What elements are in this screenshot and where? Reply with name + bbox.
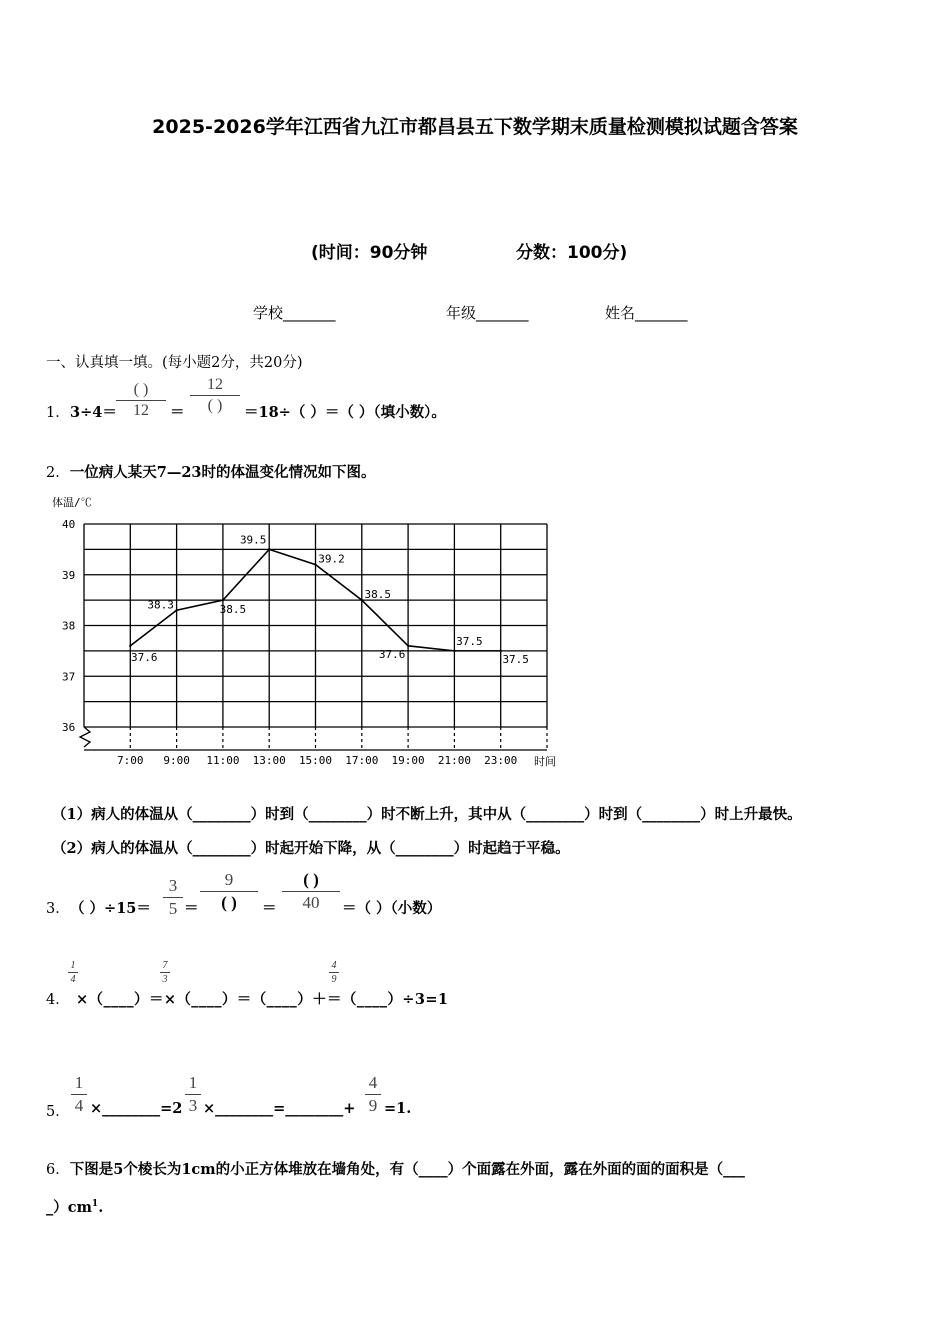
data-point: [361, 599, 363, 601]
y-tick-label: 38: [62, 619, 76, 633]
x-axis-label: 时间: [534, 755, 556, 768]
q5-part-2: ×________=________+: [203, 1100, 356, 1117]
q1-fraction-1: ( ) 12: [116, 381, 166, 420]
x-tick-label: 11:00: [206, 754, 240, 767]
y-tick-label: 39: [62, 568, 76, 582]
x-tick-label: 9:00: [163, 754, 190, 767]
x-tick-label: 7:00: [117, 754, 144, 767]
data-label: 38.3: [147, 598, 174, 612]
q3-fraction-1: 3 5: [163, 876, 183, 919]
data-point: [453, 650, 455, 652]
x-tick-label: 19:00: [391, 754, 425, 767]
q5-fraction-1: 1 4: [71, 1073, 87, 1116]
q5-part-1: ×________=2: [90, 1100, 183, 1117]
question-number: 2．: [46, 465, 70, 481]
question-number: 6．: [46, 1162, 70, 1178]
q3-fraction-3: ( ) 40: [282, 870, 340, 913]
q2-sub1: （1）病人的体温从（________）时到（________）时不断上升，其中从（________）时到（________）时上升最快。: [52, 806, 802, 823]
data-label: 39.2: [318, 552, 345, 566]
equals-sign: ＝: [184, 900, 199, 917]
q4-fraction-1: 1 4: [68, 960, 78, 985]
q4-text: ×（____）＝×（____）＝（____）＋＝（____）÷3=1: [76, 991, 449, 1008]
data-point: [268, 548, 270, 550]
page-title: 2025-2026学年江西省九江市都昌县五下数学期末质量检测模拟试题含答案: [152, 116, 798, 138]
q6-line-2: [46, 1196, 103, 1217]
question-number: 1．: [46, 405, 70, 421]
data-label: 37.5: [502, 652, 529, 666]
question-number: 5．: [46, 1104, 70, 1120]
data-label: 37.5: [456, 634, 483, 648]
q2-sub2: （2）病人的体温从（________）时起开始下降，从（________）时起趋于平稳。: [52, 840, 570, 857]
grade-field: 年级_______: [446, 304, 529, 322]
question-2: [46, 461, 376, 482]
q1-fraction-2: 12 ( ): [190, 376, 240, 415]
q1-start: 3÷4＝: [70, 404, 117, 421]
q5-fraction-2: 1 3: [185, 1073, 201, 1116]
q3-start: （ ）÷15＝: [70, 900, 151, 917]
temperature-chart: [44, 492, 574, 777]
y-tick-labels: [62, 518, 75, 734]
question-number: 4．: [46, 992, 70, 1008]
q6-line-1: [46, 1158, 745, 1179]
y-axis-label: 体温/℃: [52, 496, 92, 509]
section-heading: 一、认真填一填。(每小题2分，共20分): [46, 355, 303, 371]
q4-fraction-2: 7 3: [160, 960, 170, 985]
y-tick-label: 36: [62, 721, 76, 734]
q6-text-2: _）cm: [46, 1199, 92, 1216]
y-tick-label: 40: [62, 518, 76, 531]
x-tick-label: 17:00: [345, 754, 379, 767]
q6-superscript: 1: [91, 1199, 99, 1210]
exam-time: (时间：90分钟: [311, 243, 428, 263]
x-tick-labels: [117, 754, 517, 767]
name-field: 姓名_______: [605, 304, 688, 322]
x-tick-label: 15:00: [298, 754, 333, 767]
data-point: [222, 599, 224, 601]
q5-part-3: =1.: [384, 1100, 412, 1117]
school-field: 学校_______: [253, 304, 336, 322]
q5-fraction-3: 4 9: [365, 1073, 381, 1116]
data-label: 37.6: [378, 647, 406, 661]
q3-rest: ＝（ ）（小数）: [342, 900, 442, 917]
x-tick-label: 13:00: [252, 754, 286, 767]
equals-sign: ＝: [262, 900, 277, 917]
data-label: 38.5: [219, 603, 247, 617]
exam-score: 分数：100分): [516, 243, 628, 263]
data-point: [500, 650, 502, 652]
q3-fraction-2: 9 ( ): [200, 870, 258, 913]
x-tick-label: 23:00: [484, 754, 518, 767]
q4-fraction-3: 4 9: [329, 960, 339, 985]
question-number: 3．: [46, 901, 70, 917]
data-label: 37.6: [131, 650, 158, 664]
data-label: 38.5: [364, 588, 392, 602]
q1-rest: ＝18÷（ ）＝（ ）（填小数）。: [244, 404, 446, 421]
data-label: 39.5: [239, 533, 267, 547]
y-tick-label: 37: [62, 670, 76, 684]
equals-sign: ＝: [170, 404, 185, 421]
data-point: [407, 645, 409, 647]
q6-end: .: [98, 1199, 104, 1216]
axis-break: [80, 727, 90, 747]
x-tick-label: 21:00: [437, 754, 471, 767]
data-point: [129, 645, 131, 647]
data-point: [314, 563, 316, 565]
q6-text: 下图是5个棱长为1cm的小正方体堆放在墙角处，有（____）个面露在外面，露在外面的面的面积是（___: [69, 1161, 745, 1178]
question-text: 一位病人某天7—23时的体温变化情况如下图。: [69, 464, 376, 481]
data-point: [175, 609, 177, 611]
